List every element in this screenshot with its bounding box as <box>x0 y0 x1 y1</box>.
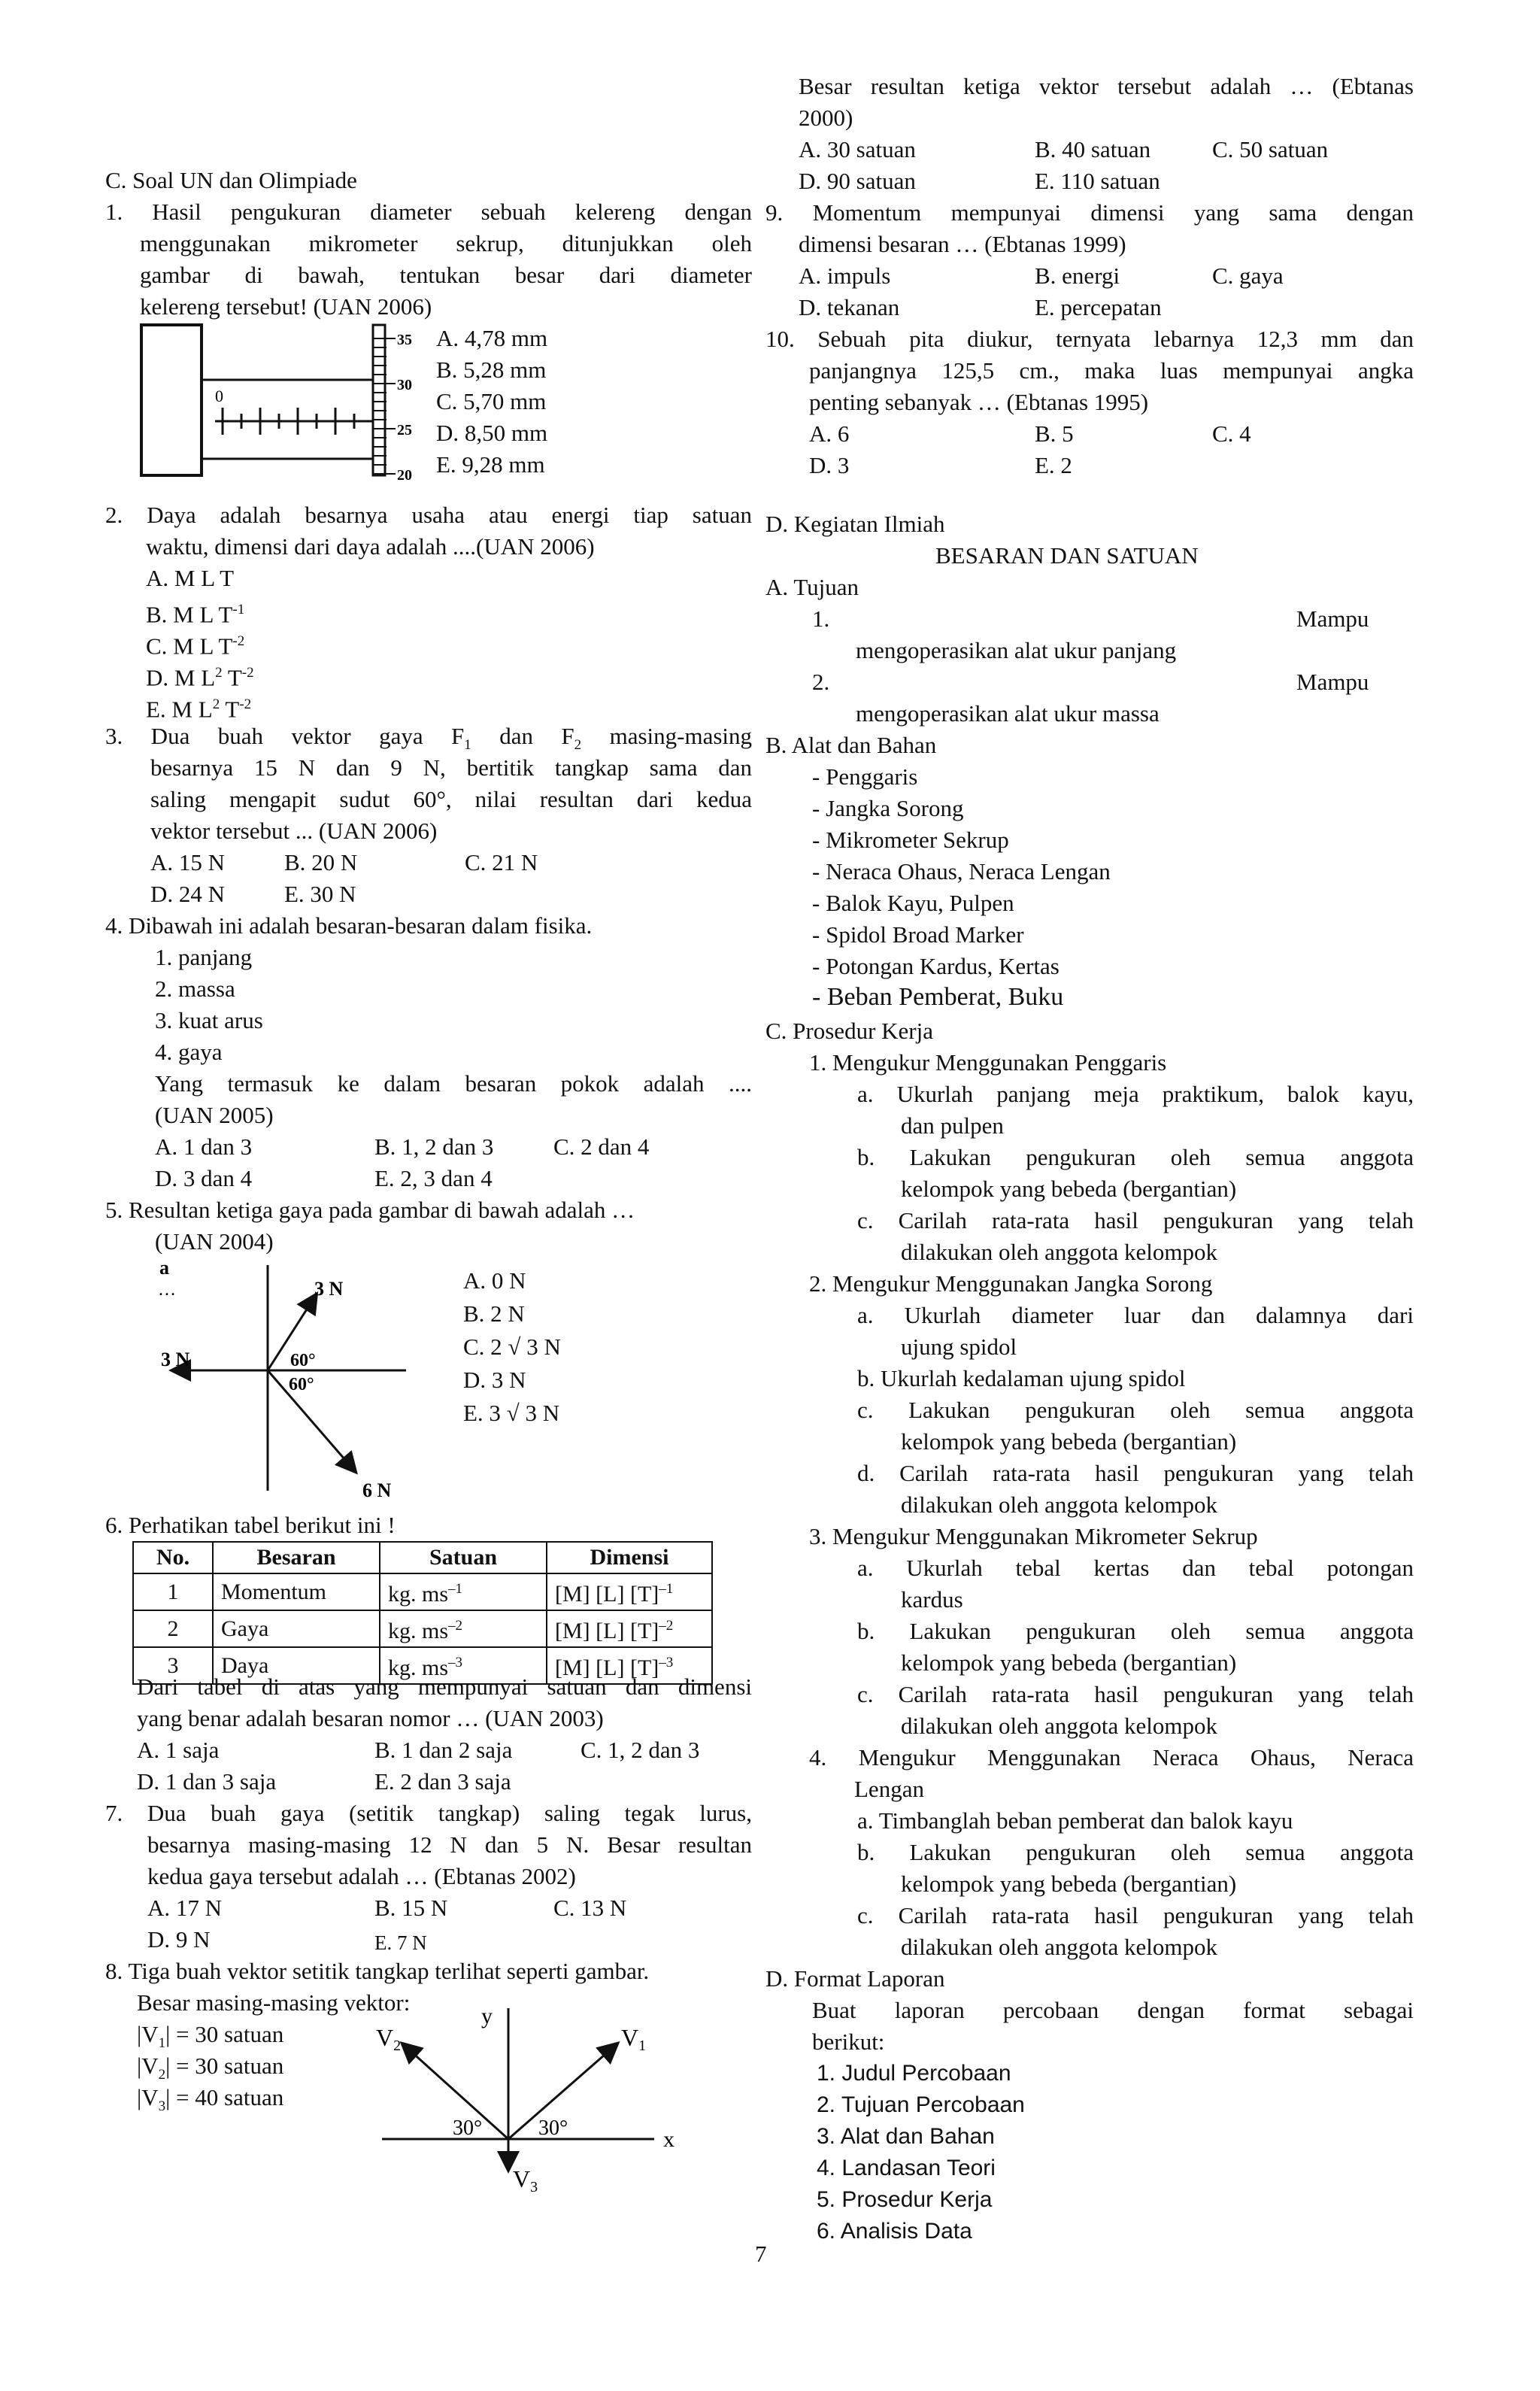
table-header: Satuan <box>380 1542 547 1573</box>
procedure-substep: kardus <box>901 1586 963 1613</box>
list-item: 4. gaya <box>155 1039 223 1065</box>
list-item: - Beban Pemberat, Buku <box>812 983 1064 1011</box>
procedure-substep: dan pulpen <box>901 1112 1004 1139</box>
angle-label: 30° <box>453 2116 483 2140</box>
angle-label: 60° <box>289 1375 314 1394</box>
table-cell: [M] [L] $[T]^{-1}$ <box>547 1573 712 1610</box>
option: C. 4 <box>1212 420 1251 447</box>
list-item: 2. Tujuan Percobaan <box>817 2092 1025 2117</box>
axis-label: y <box>481 2004 493 2028</box>
option: A. impuls <box>799 262 891 289</box>
option: A. M L T <box>146 565 235 591</box>
option: B. 5,28 mm <box>436 357 547 383</box>
vector-label: 3 N <box>161 1349 190 1370</box>
option: D. tekanan <box>799 294 900 320</box>
question-text: kelereng tersebut! (UAN 2006) <box>140 293 432 320</box>
question-text: Besar resultan ketiga vektor tersebut adalah … (Ebtanas <box>799 73 1414 99</box>
table-cell: kg. $ms^{-1}$ <box>380 1573 547 1610</box>
subsection-heading: A. Tujuan <box>765 574 859 600</box>
procedure-substep: c. Carilah rata-rata hasil pengukuran yang telah <box>857 1902 1414 1928</box>
question-text: saling mengapit sudut 60°, nilai resultan dari kedua <box>150 786 752 812</box>
list-item: - Potongan Kardus, Kertas <box>812 953 1060 979</box>
list-text: Mampu <box>1296 605 1369 632</box>
paragraph: Buat laporan percobaan dengan format sebagai <box>812 1997 1414 2023</box>
procedure-substep: ujung spidol <box>901 1334 1017 1360</box>
procedure-substep: c. Carilah rata-rata hasil pengukuran yang telah <box>857 1681 1414 1707</box>
option: E. 9,28 mm <box>436 451 545 478</box>
option: E. 3 √ 3 N <box>463 1400 560 1426</box>
option: A. 0 N <box>463 1267 526 1294</box>
table-cell: Daya <box>213 1647 380 1684</box>
option: D. 24 N <box>150 881 226 907</box>
thimble-label: 30 <box>397 377 412 393</box>
list-item: - Penggaris <box>812 763 918 790</box>
option: D. 9 N <box>147 1926 211 1953</box>
list-item: - Mikrometer Sekrup <box>812 827 1009 853</box>
procedure-substep: dilakukan oleh anggota kelompok <box>901 1491 1217 1518</box>
question-text: 6. Perhatikan tabel berikut ini ! <box>105 1512 396 1538</box>
list-item: - Neraca Ohaus, Neraca Lengan <box>812 858 1111 884</box>
question-text: Besar masing-masing vektor: <box>137 1989 411 2016</box>
option: B. 40 satuan <box>1035 136 1151 162</box>
figure-label: a <box>159 1257 169 1279</box>
table-cell: Momentum <box>213 1573 380 1610</box>
list-number: 1. <box>812 605 830 632</box>
option: D. 1 dan 3 saja <box>137 1768 277 1795</box>
list-item: 3. kuat arus <box>155 1007 263 1033</box>
option: E. M $L^2$ $T^{-2}$ <box>146 696 252 723</box>
option: C. 2 √ 3 N <box>463 1334 561 1360</box>
question-text: 7. Dua buah gaya (setitik tangkap) saling tegak lurus, <box>105 1800 752 1826</box>
vector-magnitude: $|V_2| = 30$ satuan <box>137 2053 284 2083</box>
question-text: 1. Hasil pengukuran diameter sebuah kelereng dengan <box>105 199 752 225</box>
list-text: mengoperasikan alat ukur massa <box>856 700 1160 727</box>
procedure-substep: b. Lakukan pengukuran oleh semua anggota <box>857 1144 1414 1170</box>
option: B. 2 N <box>463 1300 525 1327</box>
list-text: Mampu <box>1296 669 1369 695</box>
table-header: Besaran <box>213 1542 380 1573</box>
procedure-substep: c. Carilah rata-rata hasil pengukuran yang telah <box>857 1207 1414 1233</box>
question-text: 2000) <box>799 105 853 131</box>
list-item: 2. massa <box>155 976 235 1002</box>
figure-label: … <box>158 1280 176 1300</box>
list-item: - Spidol Broad Marker <box>812 921 1024 948</box>
section-heading: C. Soal UN dan Olimpiade <box>105 167 357 193</box>
option: B. 1, 2 dan 3 <box>374 1133 494 1160</box>
question-text: 5. Resultan ketiga gaya pada gambar di bawah adalah … <box>105 1197 635 1223</box>
option: C. 21 N <box>465 849 538 875</box>
option: E. 30 N <box>284 881 356 907</box>
procedure-step: Lengan <box>854 1776 924 1802</box>
option: D. 8,50 mm <box>436 420 548 446</box>
subsection-heading: B. Alat dan Bahan <box>765 732 937 758</box>
table-cell: kg. $ms^{-2}$ <box>380 1610 547 1647</box>
procedure-step: 4. Mengukur Menggunakan Neraca Ohaus, Neraca <box>809 1744 1414 1770</box>
vector-magnitude: $|V_3| = 40$ satuan <box>137 2084 284 2115</box>
vector-label: V1 <box>621 2024 647 2054</box>
procedure-substep: a. Timbanglah beban pemberat dan balok kayu <box>857 1807 1293 1834</box>
table-cell: kg. $ms^{-3}$ <box>380 1647 547 1684</box>
procedure-substep: dilakukan oleh anggota kelompok <box>901 1239 1217 1265</box>
option: D. 3 <box>809 452 850 478</box>
vector-label: 6 N <box>362 1479 392 1501</box>
thimble-label: 25 <box>397 422 412 438</box>
question-text: vektor tersebut ... (UAN 2006) <box>150 818 438 844</box>
procedure-substep: a. Ukurlah diameter luar dan dalamnya dari <box>857 1302 1414 1328</box>
option: B. 5 <box>1035 420 1074 447</box>
thimble-label: 35 <box>397 332 412 348</box>
procedure-step: 1. Mengukur Menggunakan Penggaris <box>809 1049 1167 1076</box>
procedure-substep: b. Lakukan pengukuran oleh semua anggota <box>857 1618 1414 1644</box>
option: D. 3 dan 4 <box>155 1165 253 1191</box>
vector-label: V3 <box>513 2165 538 2195</box>
section-heading: D. Kegiatan Ilmiah <box>765 511 945 537</box>
option: C. M L $T^{-2}$ <box>146 633 245 660</box>
option: D. M $L^2$ $T^{-2}$ <box>146 664 254 691</box>
micrometer-figure <box>140 323 433 484</box>
option: C. 2 dan 4 <box>553 1133 650 1160</box>
question-text: menggunakan mikrometer sekrup, ditunjukkan oleh <box>140 230 752 256</box>
option: D. 90 satuan <box>799 168 916 194</box>
table-cell: Gaya <box>213 1610 380 1647</box>
list-item: - Balok Kayu, Pulpen <box>812 890 1014 916</box>
list-item: - Jangka Sorong <box>812 795 964 821</box>
vector-magnitude: $|V_1| = 30$ satuan <box>137 2021 284 2052</box>
option: A. 15 N <box>150 849 226 875</box>
list-item: 1. panjang <box>155 944 253 970</box>
option: E. 2, 3 dan 4 <box>374 1165 493 1191</box>
table-header: No. <box>133 1542 213 1573</box>
list-item: 1. Judul Percobaan <box>817 2061 1011 2086</box>
option: B. 20 N <box>284 849 358 875</box>
subsection-heading: D. Format Laporan <box>765 1965 945 1992</box>
question-text: kedua gaya tersebut adalah … (Ebtanas 2002) <box>147 1863 576 1889</box>
option: A. 6 <box>809 420 850 447</box>
question-text: 4. Dibawah ini adalah besaran-besaran dalam fisika. <box>105 912 593 939</box>
option: D. 3 N <box>463 1367 526 1393</box>
option: C. gaya <box>1212 262 1284 289</box>
option: A. 30 satuan <box>799 136 916 162</box>
option: E. 2 dan 3 saja <box>374 1768 511 1795</box>
option: E. percepatan <box>1035 294 1162 320</box>
thimble-label: 20 <box>397 467 412 484</box>
procedure-substep: kelompok yang bebeda (bergantian) <box>901 1428 1237 1455</box>
vector-diagram <box>368 2004 699 2199</box>
table-cell: 1 <box>133 1573 213 1610</box>
vector-label: 3 N <box>314 1278 344 1300</box>
question-text: (UAN 2005) <box>155 1102 274 1128</box>
vector-label: V2 <box>376 2024 402 2054</box>
procedure-step: 3. Mengukur Menggunakan Mikrometer Sekrup <box>809 1523 1258 1549</box>
procedure-step: 2. Mengukur Menggunakan Jangka Sorong <box>809 1270 1213 1297</box>
table-row <box>133 1610 712 1647</box>
option: A. 4,78 mm <box>436 325 548 351</box>
procedure-substep: a. Ukurlah tebal kertas dan tebal potongan <box>857 1555 1414 1581</box>
option: E. 7 N <box>374 1931 427 1954</box>
table-cell: 3 <box>133 1647 213 1684</box>
question-text: Yang termasuk ke dalam besaran pokok adalah .... <box>155 1070 752 1097</box>
option: B. 15 N <box>374 1895 448 1921</box>
option: B. energi <box>1035 262 1120 289</box>
table-cell: 2 <box>133 1610 213 1647</box>
option: E. 110 satuan <box>1035 168 1160 194</box>
subsection-heading: C. Prosedur Kerja <box>765 1018 933 1044</box>
procedure-substep: c. Lakukan pengukuran oleh semua anggota <box>857 1397 1414 1423</box>
question-text: 2. Daya adalah besarnya usaha atau energi tiap satuan <box>105 502 752 528</box>
question-text: Dari tabel di atas yang mempunyai satuan dan dimensi <box>137 1673 752 1700</box>
procedure-substep: a. Ukurlah panjang meja praktikum, balok kayu, <box>857 1081 1414 1107</box>
option: B. 1 dan 2 saja <box>374 1737 513 1763</box>
question-text: gambar di bawah, tentukan besar dari diameter <box>140 262 752 288</box>
procedure-substep: kelompok yang bebeda (bergantian) <box>901 1871 1237 1897</box>
table-header-row <box>133 1542 712 1573</box>
option: A. 1 dan 3 <box>155 1133 253 1160</box>
procedure-substep: kelompok yang bebeda (bergantian) <box>901 1176 1237 1202</box>
option: C. 5,70 mm <box>436 388 547 414</box>
option: B. M L $T^{-1}$ <box>146 601 245 628</box>
procedure-substep: b. Ukurlah kedalaman ujung spidol <box>857 1365 1186 1391</box>
procedure-substep: d. Carilah rata-rata hasil pengukuran yang telah <box>857 1460 1414 1486</box>
question-text: 3. Dua buah vektor gaya $F_1$ dan $F_2$ masing-masing <box>105 723 753 754</box>
table-cell: [M] [L] $[T]^{-2}$ <box>547 1610 712 1647</box>
list-item: 6. Analisis Data <box>817 2219 972 2244</box>
procedure-substep: dilakukan oleh anggota kelompok <box>901 1713 1217 1739</box>
list-item: 3. Alat dan Bahan <box>817 2124 995 2149</box>
question-text: besarnya 15 N dan 9 N, bertitik tangkap sama dan <box>150 754 752 781</box>
sleeve-zero-label: 0 <box>215 387 223 405</box>
dimension-table <box>132 1541 713 1685</box>
question-text: 10. Sebuah pita diukur, ternyata lebarnya 12,3 mm dan <box>765 326 1414 352</box>
question-text: 9. Momentum mempunyai dimensi yang sama dengan <box>765 199 1414 226</box>
angle-label: 30° <box>538 2116 568 2140</box>
option: A. 17 N <box>147 1895 223 1921</box>
table-cell: [M] [L] $[T]^{-3}$ <box>547 1647 712 1684</box>
question-text: (UAN 2004) <box>155 1228 274 1255</box>
question-text: 8. Tiga buah vektor setitik tangkap terlihat seperti gambar. <box>105 1958 650 1984</box>
question-text: besarnya masing-masing 12 N dan 5 N. Besar resultan <box>147 1831 752 1858</box>
paragraph: berikut: <box>812 2028 885 2055</box>
page-number: 7 <box>755 2241 767 2267</box>
option: A. 1 saja <box>137 1737 220 1763</box>
question-text: panjangnya 125,5 cm., maka luas mempunyai angka <box>809 357 1414 384</box>
procedure-substep: b. Lakukan pengukuran oleh semua anggota <box>857 1839 1414 1865</box>
list-item: 5. Prosedur Kerja <box>817 2187 993 2212</box>
question-text: yang benar adalah besaran nomor … (UAN 2003) <box>137 1705 604 1731</box>
angle-label: 60° <box>290 1351 316 1370</box>
table-header: Dimensi <box>547 1542 712 1573</box>
axis-label: x <box>663 2127 675 2152</box>
force-diagram <box>158 1257 444 1501</box>
list-item: 4. Landasan Teori <box>817 2156 996 2180</box>
micrometer-anvil <box>141 325 202 475</box>
procedure-substep: dilakukan oleh anggota kelompok <box>901 1934 1217 1960</box>
option: C. 50 satuan <box>1212 136 1329 162</box>
question-text: dimensi besaran … (Ebtanas 1999) <box>799 231 1126 257</box>
list-text: mengoperasikan alat ukur panjang <box>856 637 1177 663</box>
question-text: penting sebanyak … (Ebtanas 1995) <box>809 389 1149 415</box>
question-text: waktu, dimensi dari daya adalah ....(UAN 2006) <box>146 533 595 560</box>
list-number: 2. <box>812 669 830 695</box>
procedure-substep: kelompok yang bebeda (bergantian) <box>901 1649 1237 1676</box>
option: C. 13 N <box>553 1895 627 1921</box>
option: E. 2 <box>1035 452 1072 478</box>
table-row <box>133 1573 712 1610</box>
option: C. 1, 2 dan 3 <box>581 1737 700 1763</box>
activity-title: BESARAN DAN SATUAN <box>935 542 1199 569</box>
